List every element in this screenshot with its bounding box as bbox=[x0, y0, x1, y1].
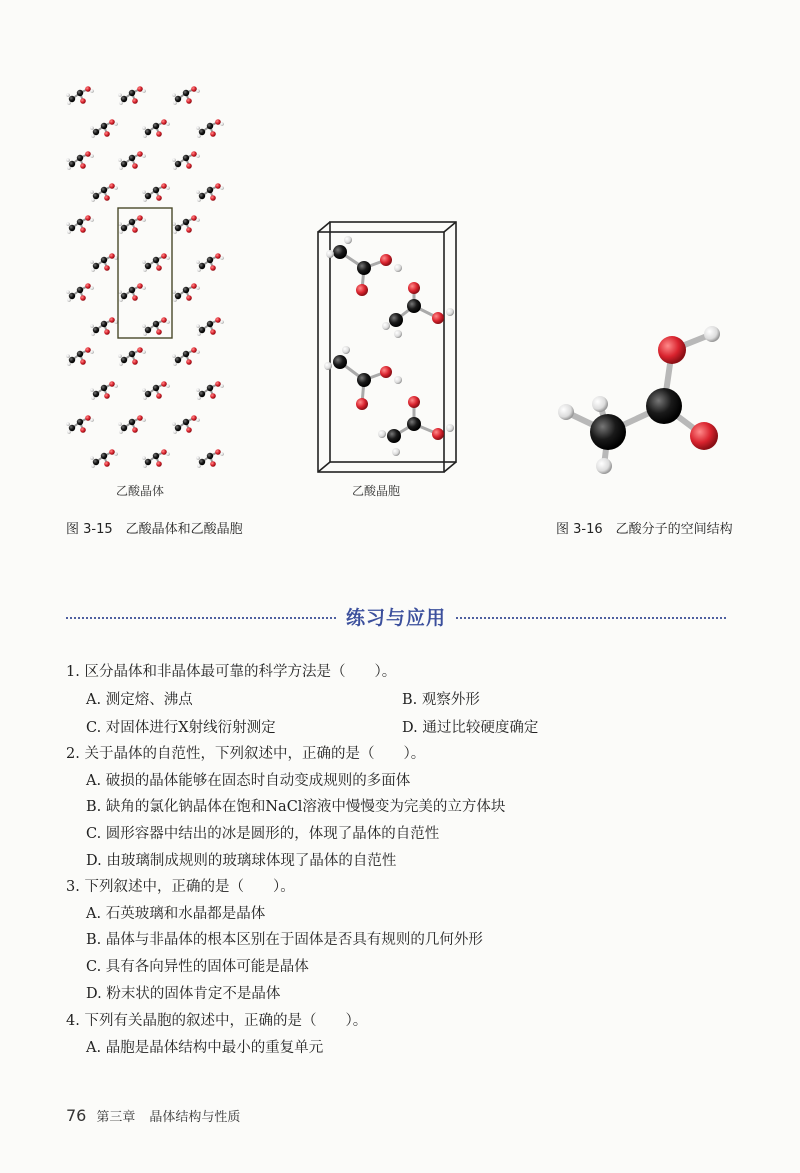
q2-option-a: A. 破损的晶体能够在固态时自动变成规则的多面体 bbox=[86, 773, 411, 789]
question-1: 1. 区分晶体和非晶体最可靠的科学方法是（ ）。 bbox=[66, 664, 397, 680]
q3-option-c: C. 具有各向异性的固体可能是晶体 bbox=[86, 959, 309, 975]
q2-option-c: C. 圆形容器中结出的冰是圆形的，体现了晶体的自范性 bbox=[86, 826, 440, 842]
question-2: 2. 关于晶体的自范性，下列叙述中，正确的是（ ）。 bbox=[66, 746, 426, 762]
q2-option-b: B. 缺角的氯化钠晶体在饱和NaCl溶液中慢慢变为完美的立方体块 bbox=[86, 799, 506, 815]
q3-option-d: D. 粉末状的固体肯定不是晶体 bbox=[86, 986, 281, 1002]
q3-option-b: B. 晶体与非晶体的根本区别在于固体是否具有规则的几何外形 bbox=[86, 932, 483, 948]
q2-option-d: D. 由玻璃制成规则的玻璃球体现了晶体的自范性 bbox=[86, 853, 397, 869]
q4-option-a: A. 晶胞是晶体结构中最小的重复单元 bbox=[86, 1040, 324, 1056]
figure-3-15-caption: 图 3-15 乙酸晶体和乙酸晶胞 bbox=[66, 522, 243, 537]
page-footer bbox=[66, 1106, 240, 1125]
question-4: 4. 下列有关晶胞的叙述中，正确的是（ ）。 bbox=[66, 1013, 368, 1029]
page-number: 76 bbox=[66, 1106, 87, 1125]
chapter-title: 晶体结构与性质 bbox=[149, 1110, 241, 1125]
figure-3-16-caption: 图 3-16 乙酸分子的空间结构 bbox=[556, 522, 733, 537]
crystal-label: 乙酸晶体 bbox=[116, 484, 165, 498]
section-title: 练习与应用 bbox=[66, 603, 726, 630]
q1-option-d: D. 通过比较硬度确定 bbox=[402, 720, 539, 736]
unit-cell-label: 乙酸晶胞 bbox=[352, 484, 401, 498]
section-header bbox=[66, 603, 726, 631]
chapter-number: 第三章 bbox=[96, 1110, 136, 1125]
q3-option-a: A. 石英玻璃和水晶都是晶体 bbox=[86, 906, 266, 922]
crystal-lattice bbox=[66, 86, 224, 468]
q1-option-c: C. 对固体进行X射线衍射测定 bbox=[86, 720, 276, 736]
q1-option-b: B. 观察外形 bbox=[402, 692, 480, 708]
q1-option-a: A. 测定熔、沸点 bbox=[86, 692, 193, 708]
figure-area bbox=[0, 0, 800, 545]
question-3: 3. 下列叙述中，正确的是（ ）。 bbox=[66, 879, 295, 895]
figure-svg bbox=[0, 0, 800, 545]
acetic-acid-molecule bbox=[558, 326, 720, 474]
unit-cell-molecules bbox=[324, 236, 454, 456]
